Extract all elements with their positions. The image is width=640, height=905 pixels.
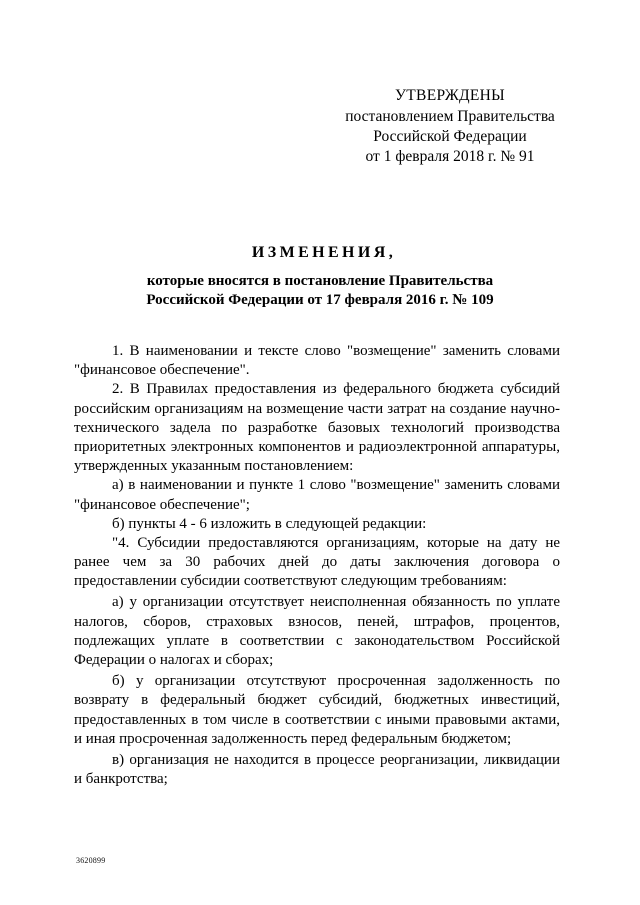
document-heading bbox=[0, 242, 640, 310]
paragraph-line: 1. В наименовании и тексте слово "возмещение" заменить словами bbox=[112, 343, 560, 359]
paragraph-line: и иная просроченная задолженность перед федеральным бюджетом; bbox=[74, 730, 512, 747]
paragraph-line: предоставленных в том числе в соответствии с иными правовыми актами, bbox=[74, 711, 560, 728]
paragraph-line: российским организациям на возмещение части затрат на создание научно- bbox=[74, 400, 560, 417]
paragraph-line: а) в наименовании и пункте 1 слово "возмещение" заменить словами bbox=[112, 477, 560, 494]
paragraph-line: б) пункты 4 - 6 изложить в следующей редакции: bbox=[112, 515, 427, 532]
heading-subtitle-line: которые вносятся в постановление Правительства bbox=[146, 273, 494, 289]
approval-line: Российской Федерации bbox=[373, 128, 527, 145]
paragraph-line: а) у организации отсутствует неисполненная обязанность по уплате bbox=[112, 594, 560, 611]
document-code: 3620899 bbox=[76, 856, 106, 865]
paragraph-line: утвержденных указанным постановлением: bbox=[74, 458, 354, 475]
approval-block bbox=[330, 86, 570, 167]
paragraph-line: технического задела по разработке базовых технологий производства bbox=[74, 419, 560, 436]
paragraph-line: "4. Субсидии предоставляются организациям, которые на дату не bbox=[112, 534, 560, 551]
paragraph-line: и банкротства; bbox=[74, 771, 168, 788]
paragraph-line: подлежащих уплате в соответствии с законодательством Российской bbox=[74, 632, 560, 649]
paragraph-line: предоставлении субсидии соответствуют следующим требованиям: bbox=[74, 573, 507, 590]
paragraph-line: б) у организации отсутствуют просроченная задолженность по bbox=[112, 673, 560, 690]
approval-line: постановлением Правительства bbox=[345, 108, 555, 125]
paragraph-line: налогов, сборов, страховых взносов, пеней, штрафов, процентов, bbox=[74, 613, 560, 630]
paragraph-line: Федерации о налогах и сборах; bbox=[74, 652, 274, 668]
paragraph-line: "финансовое обеспечение"; bbox=[74, 496, 250, 513]
document-body bbox=[74, 342, 560, 789]
paragraph-line: приоритетных электронных компонентов и радиоэлектронной аппаратуры, bbox=[74, 438, 560, 455]
approval-line: от 1 февраля 2018 г. № 91 bbox=[365, 148, 535, 165]
paragraph-line: "финансовое обеспечение". bbox=[74, 362, 250, 379]
paragraph-line: ранее чем за 30 рабочих дней до даты заключения договора о bbox=[74, 554, 560, 571]
heading-title: ИЗМЕНЕНИЯ, bbox=[251, 244, 397, 261]
approval-title: УТВЕРЖДЕНЫ bbox=[395, 87, 505, 104]
heading-subtitle-line: Российской Федерации от 17 февраля 2016 г. № 109 bbox=[146, 292, 494, 308]
paragraph-line: возврату в федеральный бюджет субсидий, бюджетных инвестиций, bbox=[74, 692, 560, 709]
paragraph-line: 2. В Правилах предоставления из федерального бюджета субсидий bbox=[112, 381, 560, 398]
paragraph-line: в) организация не находится в процессе реорганизации, ликвидации bbox=[112, 751, 560, 768]
